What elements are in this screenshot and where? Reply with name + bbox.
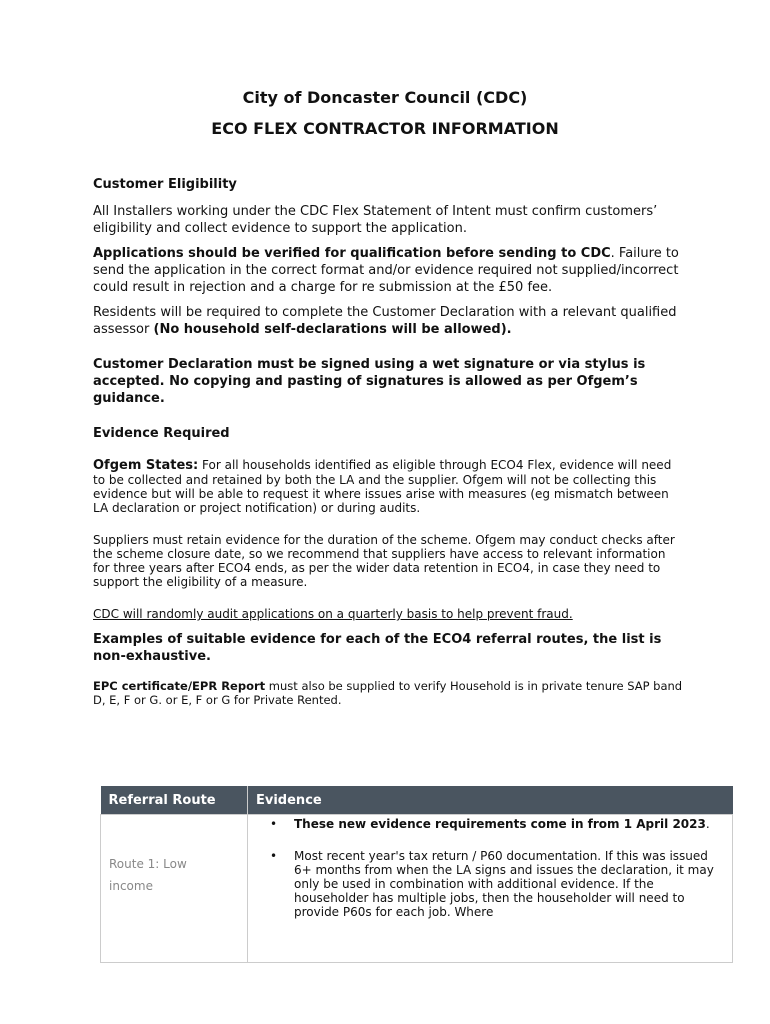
- suppliers-paragraph: Suppliers must retain evidence for the duration of the scheme. Ofgem may conduct checks after the scheme closure date, so we recommend that suppliers have access to relevant information for three years after ECO4 ends, as per the wider data retention in ECO4, in case they need to support the eligibility of a measure.: [93, 533, 675, 589]
- document-title: City of Doncaster Council (CDC): [242, 88, 528, 107]
- evidence-list-item: [248, 817, 732, 831]
- epc-paragraph: [93, 679, 683, 707]
- epc-text: must also be supplied to verify Household is in private tenure SAP band D, E, F or G. or E, F or G for Private Rented.: [93, 679, 683, 707]
- audit-notice: CDC will randomly audit applications on a quarterly basis to help prevent fraud.: [93, 607, 573, 621]
- document-body: [93, 176, 683, 707]
- column-header-referral-route: Referral Route: [101, 786, 248, 815]
- ofgem-paragraph: [93, 458, 683, 515]
- evidence-required-heading: Evidence Required: [93, 426, 230, 441]
- referral-route-label: Route 1: Low income: [109, 857, 187, 893]
- epc-bold-text: EPC certificate/EPR Report: [93, 679, 266, 693]
- signature-notice: Customer Declaration must be signed using a wet signature or via stylus is accepted. No copying and pasting of signatures is allowed as per Ofgem’s guidance.: [93, 357, 646, 406]
- residents-paragraph: [93, 304, 683, 338]
- evidence-cell: [248, 815, 733, 963]
- evidence-bold-text: These new evidence requirements come in from 1 April 2023: [294, 817, 706, 831]
- ofgem-text: For all households identified as eligible through ECO4 Flex, evidence will need to be collected and retained by both the LA and the supplier. Ofgem will not be collecting this evidence but will be able to request it where issues arise with measures (eg mismatch between LA declaration or project notification) or during audits.: [93, 458, 672, 515]
- evidence-list: [248, 817, 732, 919]
- eligibility-paragraph: All Installers working under the CDC Flex Statement of Intent must confirm customers’ eligibility and collect evidence to support the application.: [93, 204, 658, 236]
- ofgem-label: Ofgem States:: [93, 458, 199, 473]
- column-header-evidence: Evidence: [248, 786, 733, 815]
- evidence-list-item: • Most recent year's tax return / P60 documentation. If this was issued 6+ months from when the LA signs and issues the declaration, it may only be used in combination with additional evidence. If the householder has multiple jobs, then the householder will need to provide P60s for each job. Where: [248, 849, 732, 919]
- verification-text: . Failure to send the application in the correct format and/or evidence required not supplied/incorrect could result in rejection and a charge for re submission at the £50 fee.: [93, 246, 679, 295]
- evidence-text: .: [705, 817, 710, 831]
- table-header-row: [101, 786, 733, 815]
- residents-bold-text: (No household self-declarations will be allowed).: [153, 322, 512, 337]
- document-subtitle: ECO FLEX CONTRACTOR INFORMATION: [211, 119, 559, 138]
- examples-heading: Examples of suitable evidence for each of the ECO4 referral routes, the list is non-exhaustive.: [93, 632, 662, 664]
- table-row: [101, 815, 733, 963]
- verification-bold-text: Applications should be verified for qualification before sending to CDC: [93, 246, 611, 261]
- referral-route-cell: [101, 815, 248, 963]
- verification-paragraph: [93, 245, 683, 296]
- residents-text: Residents will be required to complete the Customer Declaration with a relevant qualified assessor: [93, 305, 677, 337]
- customer-eligibility-heading: Customer Eligibility: [93, 177, 237, 192]
- evidence-table: [100, 786, 733, 963]
